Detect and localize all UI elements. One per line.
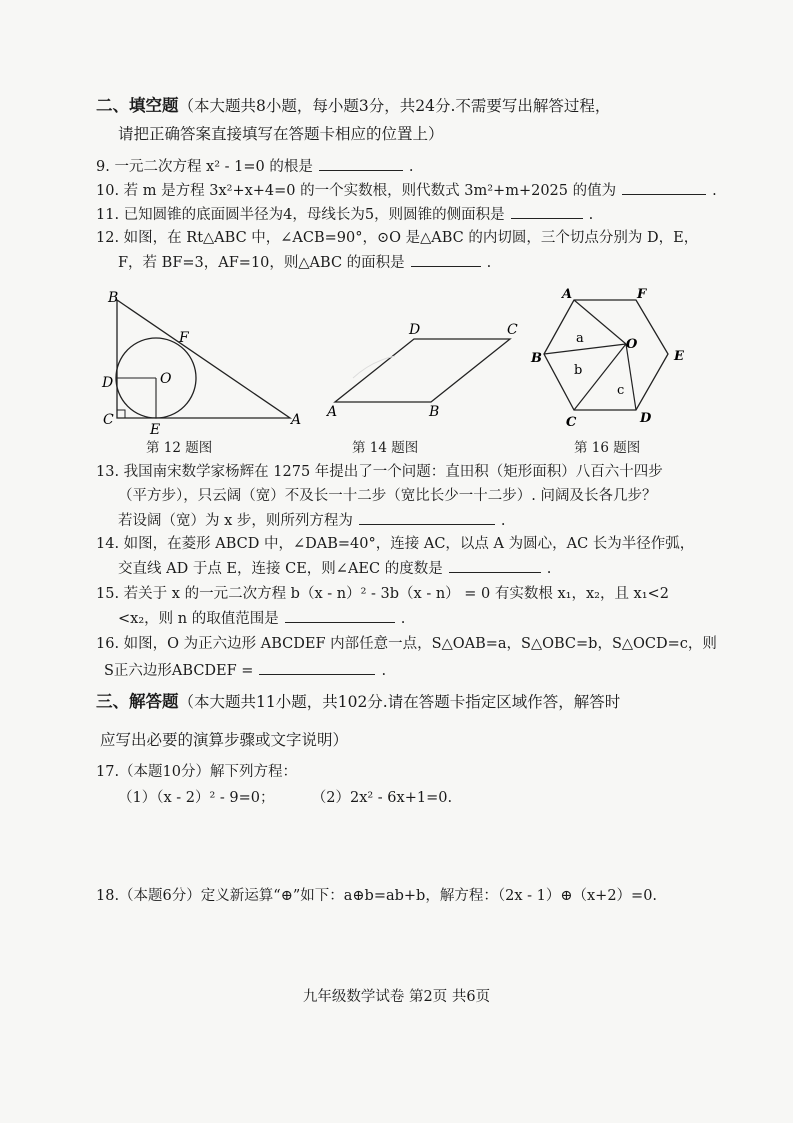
hexagon-abcdef (544, 300, 668, 410)
section-3-note-2: 应写出必要的演算步骤或文字说明） (100, 731, 349, 749)
question-15-text-1: 15. 若关于 x 的一元二次方程 b（x - n）² - 3b（x - n） = 0 有实数根 x₁，x₂，且 x₁<2 (96, 586, 669, 602)
question-13-end: . (500, 513, 506, 529)
question-13-text-2: （平方步），只云阔（宽）不及长一十二步（宽比长少一十二步）. 问阔及长各几步？ (118, 488, 657, 504)
right-angle-mark (117, 410, 125, 418)
question-9-end: . (408, 159, 414, 175)
question-17-text: 17.（本题10分）解下列方程： (96, 764, 298, 780)
region-c-label: c (617, 383, 625, 398)
question-17-part-1: （1）（x - 2）² - 9=0； (118, 790, 275, 806)
answer-blank-16[interactable] (259, 660, 375, 675)
question-13-text-3: 若设阔（宽）为 x 步，则所列方程为 (118, 513, 353, 529)
figure-16-caption: 第 16 题图 (574, 440, 641, 456)
question-16-text-2: S正六边形ABCDEF = (104, 663, 254, 679)
answer-blank-9[interactable] (319, 156, 403, 171)
question-13-line1 (96, 462, 736, 482)
question-15-text-2: <x₂，则 n 的取值范围是 (118, 611, 279, 627)
question-14-line2 (118, 558, 758, 579)
label-c: C (507, 322, 518, 338)
question-12-text-1: 12. 如图，在 Rt△ABC 中，∠ACB=90°，⊙O 是△ABC 的内切圆，三个切点分别为 D，E， (96, 230, 699, 246)
question-13-text-1: 13. 我国南宋数学家杨辉在 1275 年提出了一个问题：直田积（矩形面积）八百六十四步 (96, 464, 663, 480)
figure-12-caption: 第 12 题图 (146, 440, 213, 456)
question-18 (96, 886, 736, 906)
question-16-line1 (96, 634, 736, 654)
label-e: E (674, 349, 684, 364)
question-17 (96, 762, 736, 782)
section-2-title: 二、填空题 (96, 96, 179, 115)
label-b: B (429, 404, 440, 420)
label-d: D (409, 322, 421, 338)
answer-blank-10[interactable] (622, 180, 706, 195)
question-10 (96, 180, 736, 201)
section-3-note-line2 (100, 730, 740, 750)
question-17-parts (118, 788, 758, 808)
label-a: A (327, 404, 338, 420)
label-d: D (640, 411, 652, 426)
question-13-line2 (118, 486, 758, 506)
question-16-line2 (104, 660, 744, 681)
question-15-line1 (96, 584, 736, 604)
question-9-text: 9. 一元二次方程 x² - 1=0 的根是 (96, 159, 313, 175)
label-c: C (103, 412, 114, 428)
question-14-line1 (96, 534, 736, 554)
question-13-line3 (118, 510, 758, 531)
question-12-text-2: F，若 BF=3，AF=10，则△ABC 的面积是 (118, 255, 405, 271)
label-o: O (160, 371, 172, 387)
question-12-line1 (96, 228, 736, 248)
region-a-label: a (576, 331, 584, 346)
answer-blank-11[interactable] (511, 204, 583, 219)
question-11 (96, 204, 736, 225)
figure-12 (100, 288, 310, 438)
label-b: B (108, 290, 119, 306)
question-17-part-2: （2）2x² - 6x+1=0. (311, 790, 453, 806)
answer-blank-15[interactable] (285, 608, 395, 623)
label-o: O (626, 337, 638, 352)
label-f: F (637, 287, 647, 302)
question-11-end: . (588, 207, 594, 223)
label-e: E (150, 422, 161, 438)
question-9 (96, 156, 736, 177)
region-b-label: b (574, 363, 583, 378)
section-2-note-2: 请把正确答案直接填写在答题卡相应的位置上） (118, 125, 444, 143)
label-a: A (291, 412, 302, 428)
answer-blank-14[interactable] (449, 558, 541, 573)
question-11-text: 11. 已知圆锥的底面圆半径为4，母线长为5，则圆锥的侧面积是 (96, 207, 505, 223)
section-3-header (96, 692, 736, 712)
section-3-note-1: （本大题共11小题，共102分.请在答题卡指定区域作答，解答时 (178, 693, 621, 711)
question-14-text-2: 交直线 AD 于点 E，连接 CE，则∠AEC 的度数是 (118, 561, 443, 577)
question-12-end: . (486, 255, 492, 271)
section-2-note-line2 (118, 124, 758, 144)
label-b: B (531, 351, 542, 366)
question-18-text: 18.（本题6分）定义新运算“⊕”如下：a⊕b=ab+b，解方程：（2x - 1）⊕（x+2）=0. (96, 888, 658, 904)
figure-16 (528, 284, 698, 434)
label-f: F (179, 330, 189, 346)
question-14-text-1: 14. 如图，在菱形 ABCD 中，∠DAB=40°，连接 AC，以点 A 为圆心，AC 长为半径作弧， (96, 536, 695, 552)
question-15-line2 (118, 608, 758, 629)
figure-14-caption: 第 14 题图 (352, 440, 419, 456)
label-c: C (566, 415, 577, 430)
section-2-note-1: （本大题共8小题，每小题3分，共24分.不需要写出解答过程， (178, 97, 611, 115)
answer-blank-12[interactable] (411, 252, 481, 267)
question-16-end: . (381, 663, 387, 679)
page-footer: 九年级数学试卷 第2页 共6页 (302, 989, 491, 1005)
triangle-abc (117, 300, 290, 418)
question-10-text: 10. 若 m 是方程 3x²+x+4=0 的一个实数根，则代数式 3m²+m+2025 的值为 (96, 183, 617, 199)
label-a: A (562, 287, 573, 302)
segment-ob (544, 344, 626, 354)
section-2-header (96, 96, 736, 116)
figure-14 (325, 318, 525, 423)
label-d: D (102, 375, 114, 391)
rhombus-abcd (335, 339, 510, 402)
question-14-end: . (546, 561, 552, 577)
section-3-title: 三、解答题 (96, 692, 179, 711)
question-16-text-1: 16. 如图，O 为正六边形 ABCDEF 内部任意一点，S△OAB=a，S△OBC=b，S△OCD=c，则 (96, 636, 717, 652)
question-10-end: . (712, 183, 717, 199)
answer-blank-13[interactable] (359, 510, 495, 525)
question-12-line2 (118, 252, 758, 273)
segment-od (626, 344, 636, 410)
question-15-end: . (400, 611, 406, 627)
